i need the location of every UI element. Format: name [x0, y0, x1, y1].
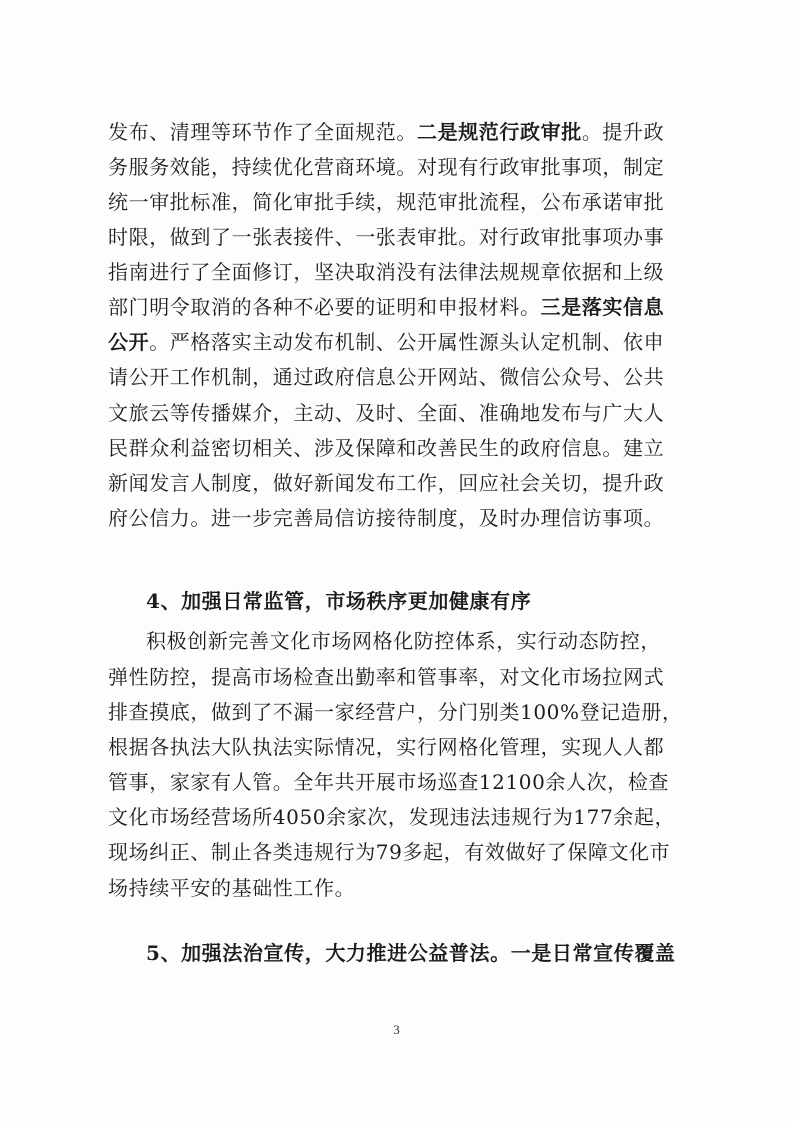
text-segment: 文旅云等传播媒介，主动、及时、全面、准确地发布与广大人 [108, 401, 665, 425]
text-segment: 现场纠正、制止各类违规行为79多起，有效做好了保障文化市 [108, 840, 671, 864]
text-line [146, 626, 728, 656]
text-line [108, 662, 690, 692]
text-segment: 。提升政 [581, 120, 665, 144]
text-segment: 排查摸底，做到了不漏一家经营户，分门别类100%登记造册， [108, 700, 683, 724]
text-line [108, 732, 690, 762]
text-segment: 管事，家家有人管。全年共开展市场巡查12100余人次，检查 [108, 770, 670, 794]
text-line [146, 938, 728, 968]
text-line [108, 152, 690, 182]
text-segment: 指南进行了全面修订，坚决取消没有法律法规规章依据和上级 [108, 260, 665, 284]
text-segment: 统一审批标准，简化审批手续，规范审批流程，公布承诺审批 [108, 190, 665, 214]
text-segment: 务服务效能，持续优化营商环境。对现有行政审批事项，制定 [108, 155, 665, 179]
bold-text-segment: 二是规范行政审批 [417, 120, 582, 144]
text-line [108, 117, 690, 147]
text-line [108, 327, 690, 357]
text-line [108, 362, 690, 392]
text-segment: 新闻发言人制度，做好新闻发布工作，回应社会关切，提升政 [108, 471, 665, 495]
text-line [108, 697, 690, 727]
text-segment: 民群众利益密切相关、涉及保障和改善民生的政府信息。建立 [108, 436, 665, 460]
text-line [108, 767, 690, 797]
text-segment: 部门明令取消的各种不必要的证明和申报材料。 [108, 295, 541, 319]
bold-text-segment: 公开 [108, 330, 150, 354]
text-segment: 府公信力。进一步完善局信访接待制度，及时办理信访事项。 [108, 506, 665, 530]
text-segment: 发布、清理等环节作了全面规范。 [108, 120, 417, 144]
text-line [108, 873, 690, 903]
bold-text-segment: 5、加强法治宣传，大力推进公益普法。一是日常宣传覆盖 [146, 941, 676, 965]
text-line [108, 503, 690, 533]
text-line [108, 292, 690, 322]
text-segment: 时限，做到了一张表接件、一张表审批。对行政审批事项办事 [108, 225, 665, 249]
text-line [108, 187, 690, 217]
text-line [146, 586, 728, 616]
text-line [108, 433, 690, 463]
text-line [108, 468, 690, 498]
text-segment: 根据各执法大队执法实际情况，实行网格化管理，实现人人都 [108, 735, 665, 759]
text-segment: 。严格落实主动发布机制、公开属性源头认定机制、依申 [149, 330, 665, 354]
text-segment: 文化市场经营场所4050余家次，发现违法违规行为177余起， [108, 805, 676, 829]
text-line [108, 802, 690, 832]
text-segment: 弹性防控，提高市场检查出勤率和管事率，对文化市场拉网式 [108, 665, 665, 689]
page-number: 3 [393, 1022, 400, 1037]
text-segment: 请公开工作机制，通过政府信息公开网站、微信公众号、公共 [108, 365, 665, 389]
text-line [108, 398, 690, 428]
text-line [108, 837, 690, 867]
bold-text-segment: 三是落实信息 [540, 295, 665, 319]
text-line [108, 222, 690, 252]
text-line [108, 257, 690, 287]
bold-text-segment: 4、加强日常监管，市场秩序更加健康有序 [146, 589, 532, 613]
text-segment: 积极创新完善文化市场网格化防控体系，实行动态防控， [146, 629, 661, 653]
text-segment: 场持续平安的基础性工作。 [108, 876, 356, 900]
